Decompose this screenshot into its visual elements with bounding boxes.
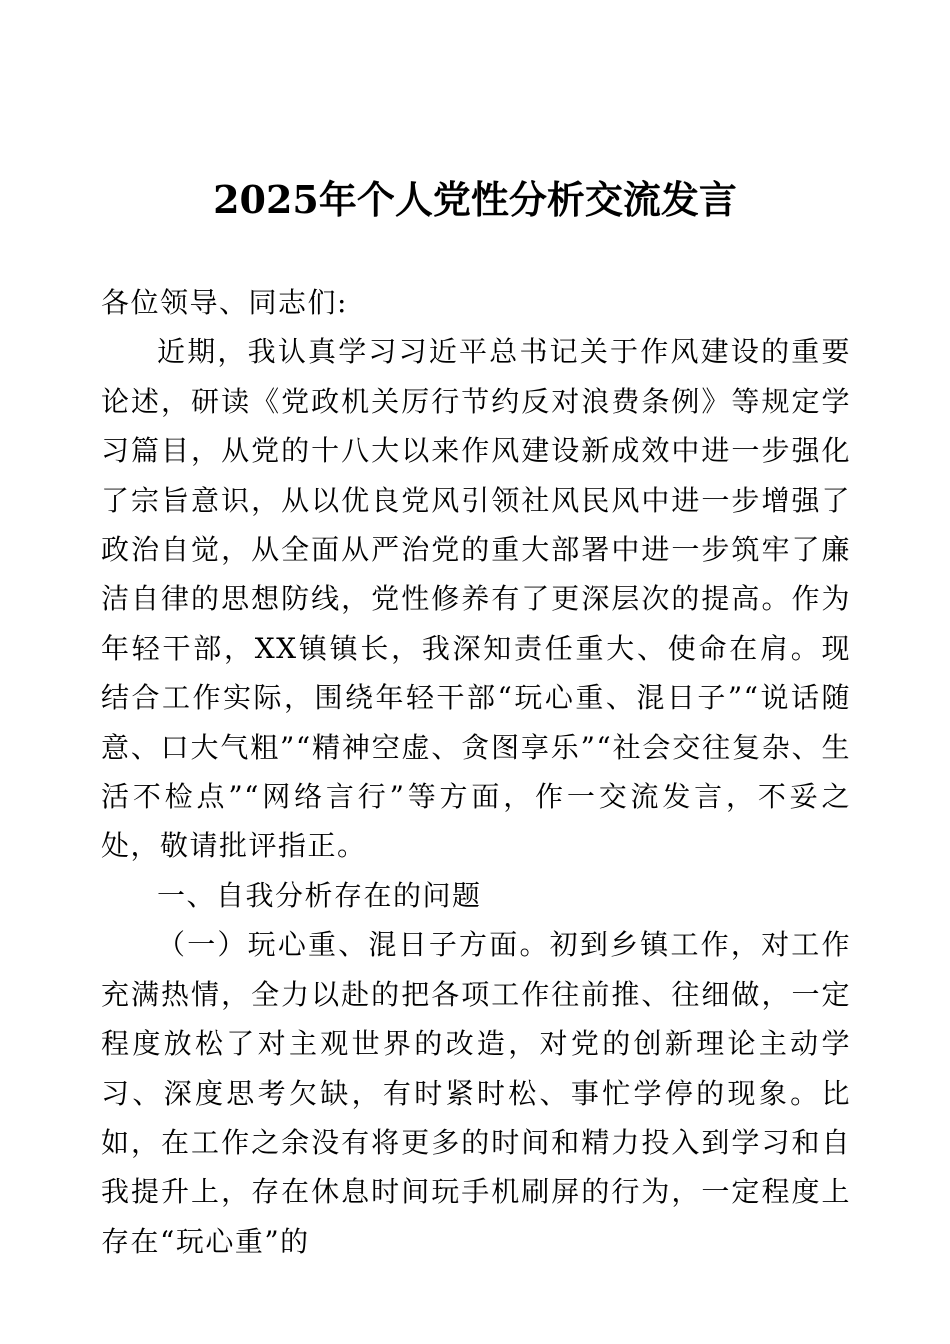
document-body	[101, 278, 851, 1266]
salutation: 各位领导、同志们:	[101, 286, 348, 319]
subsection-paragraph: （一）玩心重、混日子方面。初到乡镇工作，对工作充满热情，全力以赴的把各项工作往前推、往细做，一定程度放松了对主观世界的改造，对党的创新理论主动学习、深度思考欠缺，有时紧时松、事忙学停的现象。比如，在工作之余没有将更多的时间和精力投入到学习和自我提升上，存在休息时间玩手机刷屏的行为，一定程度上存在“玩心重”的	[101, 928, 851, 1258]
intro-paragraph: 近期，我认真学习习近平总书记关于作风建设的重要论述，研读《党政机关厉行节约反对浪费条例》等规定学习篇目，从党的十八大以来作风建设新成效中进一步强化了宗旨意识，从以优良党风引领社风民风中进一步增强了政治自觉，从全面从严治党的重大部署中进一步筑牢了廉洁自律的思想防线，党性修养有了更深层次的提高。作为年轻干部，XX镇镇长，我深知责任重大、使命在肩。现结合工作实际，围绕年轻干部“玩心重、混日子”“说话随意、口大气粗”“精神空虚、贪图享乐”“社会交往复杂、生活不检点”“网络言行”等方面，作一交流发言，不妥之处，敬请批评指正。	[101, 335, 851, 863]
section-heading: 一、自我分析存在的问题	[157, 878, 482, 912]
document-title: 2025年个人党性分析交流发言	[213, 177, 737, 222]
